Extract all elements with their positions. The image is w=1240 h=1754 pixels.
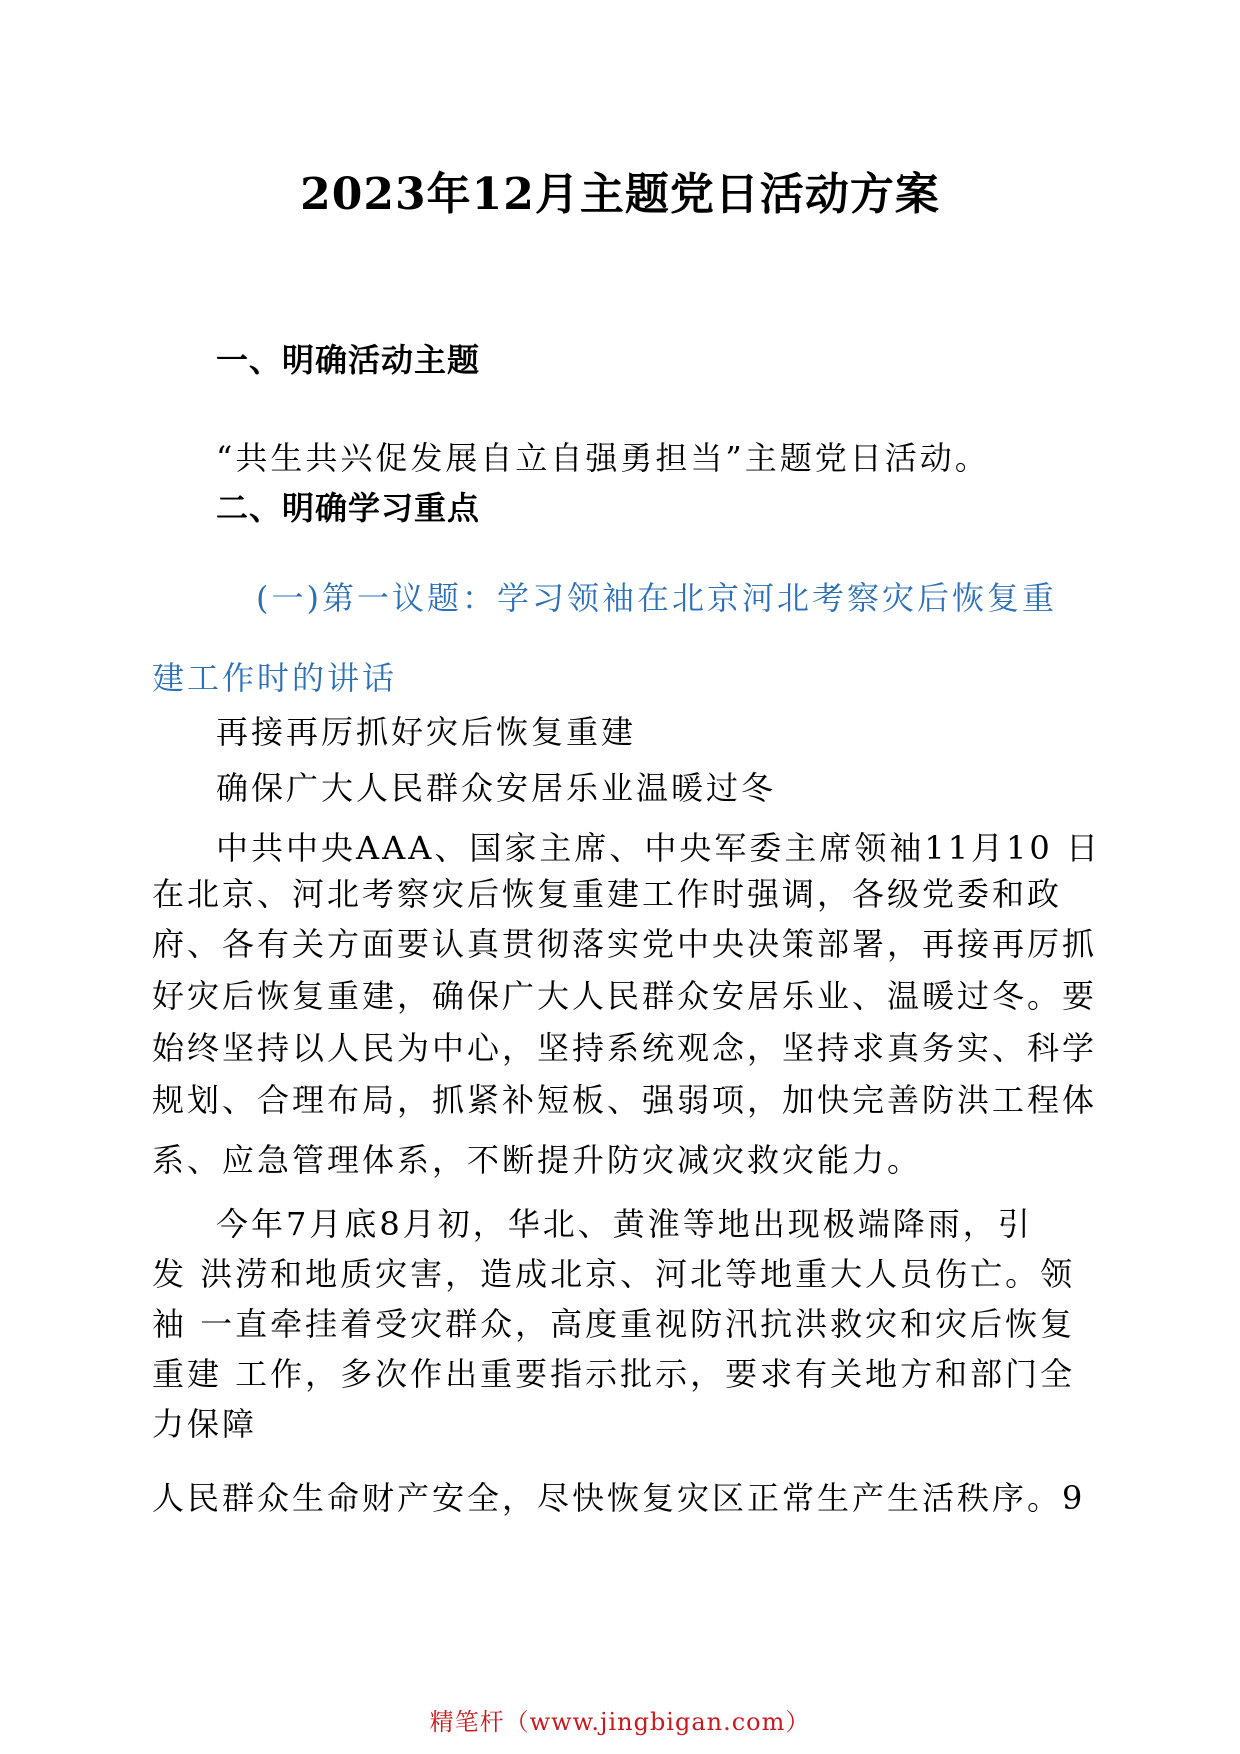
- para1-line-5: 始终坚持以人民为中心，坚持系统观念，坚持求真务实、科学: [152, 1029, 1098, 1067]
- para1-line-4: 好灾后恢复重建，确保广大人民群众安居乐业、温暖过冬。要: [152, 977, 1098, 1015]
- para2-line-6: 人民群众生命财产安全，尽快恢复灾区正常生产生活秩序。9: [152, 1479, 1086, 1517]
- para2-line-5: 力保障: [152, 1405, 258, 1443]
- section1-heading: 一、明确活动主题: [216, 341, 481, 379]
- section2-heading: 二、明确学习重点: [216, 489, 481, 527]
- para1-line-1: 中共中央AAA、国家主席、中央军委主席领袖11月10 日: [216, 829, 1101, 867]
- para2-line-4: 重建 工作，多次作出重要指示批示，要求有关地方和部门全: [152, 1355, 1076, 1393]
- para1-line-7: 系、应急管理体系，不断提升防灾减灾救灾能力。: [152, 1141, 923, 1179]
- para2-line-1: 今年7月底8月初，华北、黄淮等地出现极端降雨，引: [216, 1205, 1033, 1243]
- subsection1-heading-line1: (一)第一议题：学习领袖在北京河北考察灾后恢复重: [256, 579, 1057, 617]
- subsection1-heading-line2: 建工作时的讲话: [152, 659, 398, 697]
- footer-watermark: 精笔杆（www.jingbigan.com）: [429, 1708, 811, 1736]
- section1-text: “共生共兴促发展自立自强勇担当”主题党日活动。: [216, 439, 990, 477]
- document-title: 2023年12月主题党日活动方案: [300, 169, 940, 220]
- para1-line-6: 规划、合理布局，抓紧补短板、强弱项，加快完善防洪工程体: [152, 1081, 1098, 1119]
- para1-line-3: 府、各有关方面要认真贯彻落实党中央决策部署，再接再厉抓: [152, 925, 1098, 963]
- headline-2: 确保广大人民群众安居乐业温暖过冬: [216, 769, 777, 807]
- para2-line-3: 袖 一直牵挂着受灾群众，高度重视防汛抗洪救灾和灾后恢复: [152, 1305, 1076, 1343]
- para1-line-2: 在北京、河北考察灾后恢复重建工作时强调，各级党委和政: [152, 875, 1063, 913]
- headline-1: 再接再厉抓好灾后恢复重建: [216, 713, 637, 751]
- para2-line-2: 发 洪涝和地质灾害，造成北京、河北等地重大人员伤亡。领: [152, 1255, 1076, 1293]
